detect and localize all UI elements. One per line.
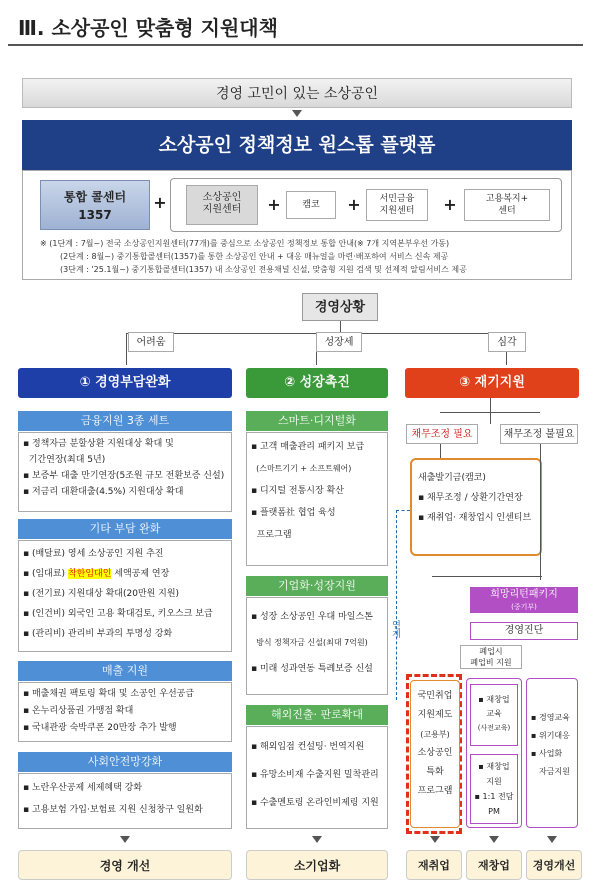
connector [440, 412, 540, 413]
list-item: ▪ 고객 매출관리 패키지 보급 [251, 442, 365, 452]
list-item: ▪ 성장 소상공인 우대 마일스톤 [251, 612, 373, 622]
restart-text: ▪ 재창업 [478, 762, 510, 771]
hope-title: 희망리턴패키지 [490, 589, 558, 600]
list-item: ▪ 국내관광 숙박쿠폰 20만장 추가 발행 [23, 723, 177, 733]
center-box [464, 189, 550, 221]
section-title: 기타 부담 완화 [18, 519, 232, 539]
outcome-box: 경영 개선 [18, 850, 232, 880]
list-item: ▪ 해외입점 컨설팅· 번역지원 [251, 742, 365, 752]
section-list [18, 682, 232, 742]
mgmt-box [526, 678, 578, 828]
list-item: (스마트기기 + 소프트웨어) [256, 464, 352, 473]
center-label: 지원센터 [202, 204, 242, 215]
arrow-down-icon [292, 110, 302, 117]
job-text: (고용부) [420, 730, 450, 739]
arrow-down-icon [120, 836, 130, 843]
section-title: 기업화·성장지원 [246, 576, 388, 596]
outcome-box: 재취업 [406, 850, 462, 880]
list-item: ▪ 온누리상품권 가맹점 확대 [23, 706, 134, 716]
section-list [18, 540, 232, 652]
plus-sign: + [267, 195, 281, 214]
title-bar [8, 6, 583, 46]
section-title: 스마트·디지털화 [246, 411, 388, 431]
list-item: ▪ (임대료) 착한임대인 세액공제 연장 [23, 569, 170, 579]
job-text: 특화 [426, 767, 444, 777]
list-item: ▪ (관리비) 관리비 부과의 투명성 강화 [23, 629, 173, 639]
section-list [18, 773, 232, 829]
mgmt-text: 자금지원 [539, 767, 570, 776]
note-line: (2단계 : 8월~) 중기통합콜센터(1357)를 통한 소상공인 안내 + 대응 매뉴얼을 마련·배포하여 서비스 신속 제공 [60, 252, 449, 261]
link-label: 연계 [390, 620, 400, 638]
arrow-down-icon [489, 836, 499, 843]
list-item: ▪ (배달료) 영세 소상공인 지원 추진 [23, 549, 164, 559]
restart-support-box [470, 754, 518, 824]
center-label: 캠코 [302, 200, 320, 210]
section-list [246, 432, 388, 566]
closure-box [460, 645, 522, 669]
mgmt-text: ▪ 경영교육 [531, 713, 570, 722]
list-item: 기간연장(최대 5년) [28, 455, 106, 465]
column-head-growth: ② 성장촉진 [246, 368, 388, 398]
list-item: ▪ 디지털 전통시장 확산 [251, 486, 344, 496]
top-box: 경영 고민이 있는 소상공인 [22, 78, 572, 108]
restart-text: 교육 [486, 709, 502, 718]
platform-banner: 소상공인 정책정보 원스톱 플랫폼 [22, 120, 572, 170]
center-label: 서민금융 [379, 194, 415, 204]
link-dashed-line [396, 510, 410, 511]
list-item: ▪ 수출멘토링 온라인비제링 지원 [251, 798, 379, 808]
job-text: 국민취업 [417, 691, 453, 701]
section-title: 매출 지원 [18, 661, 232, 681]
tag-difficult: 어려움 [128, 332, 174, 352]
restart-text: ▪ 재창업 [478, 695, 510, 704]
arrow-down-icon [430, 836, 440, 843]
mgmt-text: ▪ 사업화 [531, 749, 563, 758]
list-item: ▪ 채무조정 / 상환기간연장 [418, 493, 523, 503]
hope-sub: (중기부) [511, 603, 537, 611]
mgmt-text: ▪ 위기대응 [531, 731, 570, 740]
outcome-box: 재창업 [466, 850, 522, 880]
tag-serious: 심각 [488, 332, 526, 352]
job-text: 소상공인 [417, 748, 453, 758]
restart-text: 지원 [486, 777, 502, 786]
connector [126, 333, 127, 365]
list-item: ▪ 재취업· 재창업시 인센티브 [418, 513, 532, 523]
list-item: ▪ 정책자금 분할상환 지원대상 확대 및 [23, 439, 174, 449]
list-item: ▪ 고용보험 가입·보험료 지원 신청창구 일원화 [23, 805, 203, 815]
note-line: (3단계 : '25.1월~) 중기통합콜센터(1357) 내 소상공인 전용채널 신설, 맞춤형 지원 검색 및 선제적 알림서비스 제공 [60, 265, 467, 274]
hope-package [470, 587, 578, 613]
tag-growth: 성장세 [316, 332, 362, 352]
closure-label: 폐업비 지원 [470, 658, 512, 667]
connector [490, 398, 491, 424]
fund-title: 새출발기금(캠코) [418, 473, 486, 483]
center-label: 소상공인 [202, 192, 242, 203]
restart-text: (사전교육) [477, 724, 511, 732]
center-label: 센터 [498, 206, 516, 216]
plus-sign: + [153, 193, 167, 212]
center-box [366, 189, 428, 221]
plus-sign: + [443, 195, 457, 214]
list-item: ▪ 유망소비재 수출지원 밀착관리 [251, 770, 379, 780]
center-box [286, 191, 336, 219]
list-item: ▪ 플랫폼社 협업 육성 [251, 508, 336, 518]
page-title: Ⅲ. 소상공인 맞춤형 지원대책 [18, 16, 278, 40]
center-box [186, 185, 258, 225]
connector [440, 444, 441, 458]
section-title: 해외진출· 판로확대 [246, 705, 388, 725]
list-item: ▪ 미래 성과연동 특례보증 신설 [251, 664, 373, 674]
status-box: 경영상황 [302, 293, 378, 321]
list-item: ▪ (전기료) 지원대상 확대(20만원 지원) [23, 589, 180, 599]
section-list [246, 726, 388, 829]
fund-box [410, 458, 542, 556]
tag-debt-need: 채무조정 필요 [406, 424, 478, 444]
callcenter-line1: 통합 콜센터 [63, 190, 127, 204]
arrow-down-icon [312, 836, 322, 843]
section-title: 금융지원 3종 세트 [18, 411, 232, 431]
callcenter-line2: 1357 [78, 208, 112, 222]
center-label: 고용복지+ [485, 194, 529, 204]
connector [432, 576, 542, 577]
plus-sign: + [347, 195, 361, 214]
list-item: ▪ (인건비) 외국인 고용 확대검토, 키오스크 보급 [23, 609, 213, 619]
job-text: 지원제도 [417, 710, 453, 720]
list-item: ▪ 보증부 대출 만기연장(5조원 규모 전환보증 신설) [23, 471, 225, 481]
diag-box: 경영진단 [470, 622, 578, 640]
callcenter-box [40, 180, 150, 230]
list-item: ▪ 저금리 대환대출(4.5%) 지원대상 확대 [23, 487, 184, 497]
column-head-recovery: ③ 재기지원 [405, 368, 579, 398]
list-item: 프로그램 [256, 530, 292, 540]
restart-text: ▪ 1:1 전담 [474, 792, 514, 801]
note-line: ※ (1단계 : 7월~) 전국 소상공인지원센터(77개)를 중심으로 소상공인 정책정보 통합 안내(※ 7개 지역본부우선 가동) [40, 239, 450, 248]
outcome-box: 소기업화 [246, 850, 388, 880]
link-dashed-line [396, 510, 397, 700]
closure-label: 폐업시 [479, 647, 503, 656]
center-label: 지원센터 [379, 206, 415, 216]
outcome-box: 경영개선 [526, 850, 582, 880]
column-head-relief: ① 경영부담완화 [18, 368, 232, 398]
job-box [410, 680, 460, 828]
list-item: ▪ 노란우산공제 세제혜택 강화 [23, 783, 143, 793]
section-list [18, 432, 232, 512]
restart-edu-box [470, 684, 518, 746]
section-title: 사회안전망강화 [18, 752, 232, 772]
list-item: ▪ 매출채권 팩토링 확대 및 소공인 우선공급 [23, 689, 195, 699]
job-text: 프로그램 [417, 786, 453, 796]
tag-debt-noneed: 채무조정 불필요 [500, 424, 578, 444]
list-item: 방식 정책자금 신설(최대 7억원) [256, 638, 368, 647]
connector [540, 444, 541, 580]
restart-text: PM [488, 807, 500, 816]
arrow-down-icon [547, 836, 557, 843]
section-list [246, 597, 388, 695]
